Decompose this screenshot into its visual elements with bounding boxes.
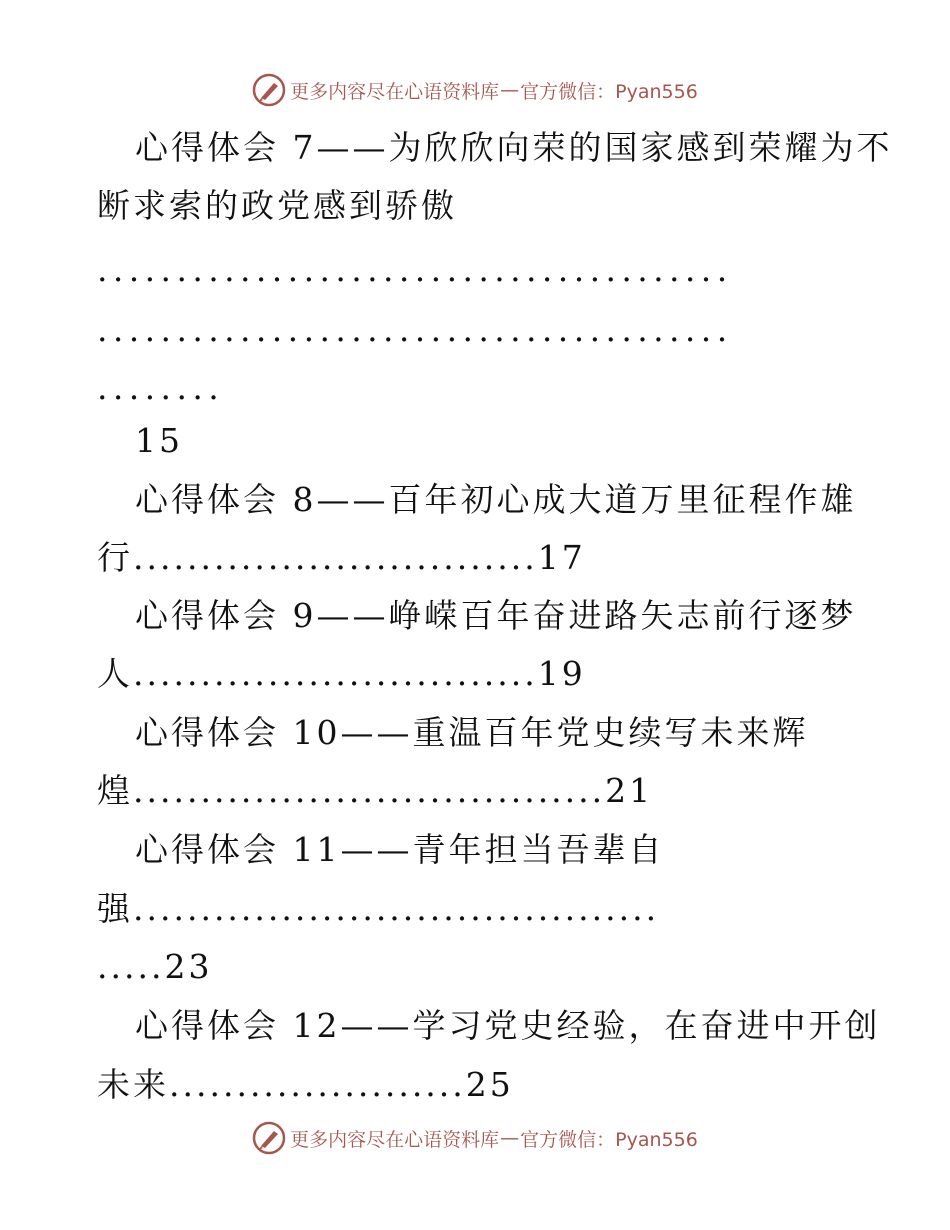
toc-entry-11-title-line1: 心得体会 11——青年担当吾辈自 <box>135 830 665 869</box>
toc-entry-7-title-line1: 心得体会 7——为欣欣向荣的国家感到荣耀为不 <box>135 128 893 167</box>
toc-entry-8-title-line2: 行..............................17 <box>97 538 586 577</box>
header-banner <box>0 70 950 110</box>
toc-entry-11-dots-line: .....23 <box>97 947 213 986</box>
toc-entry-7-dots-line1: ........................................ <box>97 250 733 289</box>
header-site-text: 更多内容尽在心语资料库 <box>290 80 500 103</box>
pen-logo-icon <box>252 73 286 107</box>
footer-wechat-text: 官方微信：Pyan556 <box>520 1128 698 1151</box>
header-wechat-text: 官方微信：Pyan556 <box>520 80 698 103</box>
pen-logo-icon <box>252 1121 286 1155</box>
footer-separator: — <box>500 1127 520 1149</box>
toc-entry-7-dots-line2: ........................................ <box>97 310 733 349</box>
header-separator: — <box>500 79 520 101</box>
footer-site-text: 更多内容尽在心语资料库 <box>290 1128 500 1151</box>
toc-entry-9-title-line1: 心得体会 9——峥嵘百年奋进路矢志前行逐梦 <box>135 596 857 635</box>
toc-entry-11-title-line2: 强....................................... <box>97 889 660 928</box>
toc-entry-12-title-line1: 心得体会 12——学习党史经验，在奋进中开创 <box>135 1006 881 1045</box>
toc-entry-9-title-line2: 人..............................19 <box>97 654 586 693</box>
toc-entry-10-title-line1: 心得体会 10——重温百年党史续写未来辉 <box>135 713 809 752</box>
toc-entry-8-title-line1: 心得体会 8——百年初心成大道万里征程作雄 <box>135 480 857 519</box>
footer-banner <box>0 1118 950 1158</box>
toc-entry-10-title-line2: 煌...................................21 <box>97 771 654 810</box>
toc-entry-12-title-line2: 未来......................25 <box>97 1065 514 1104</box>
toc-entry-7-title-line2: 断求索的政党感到骄傲 <box>97 186 457 225</box>
toc-entry-7-page: 15 <box>135 421 183 460</box>
toc-entry-7-dots-line3: ........ <box>97 368 225 407</box>
